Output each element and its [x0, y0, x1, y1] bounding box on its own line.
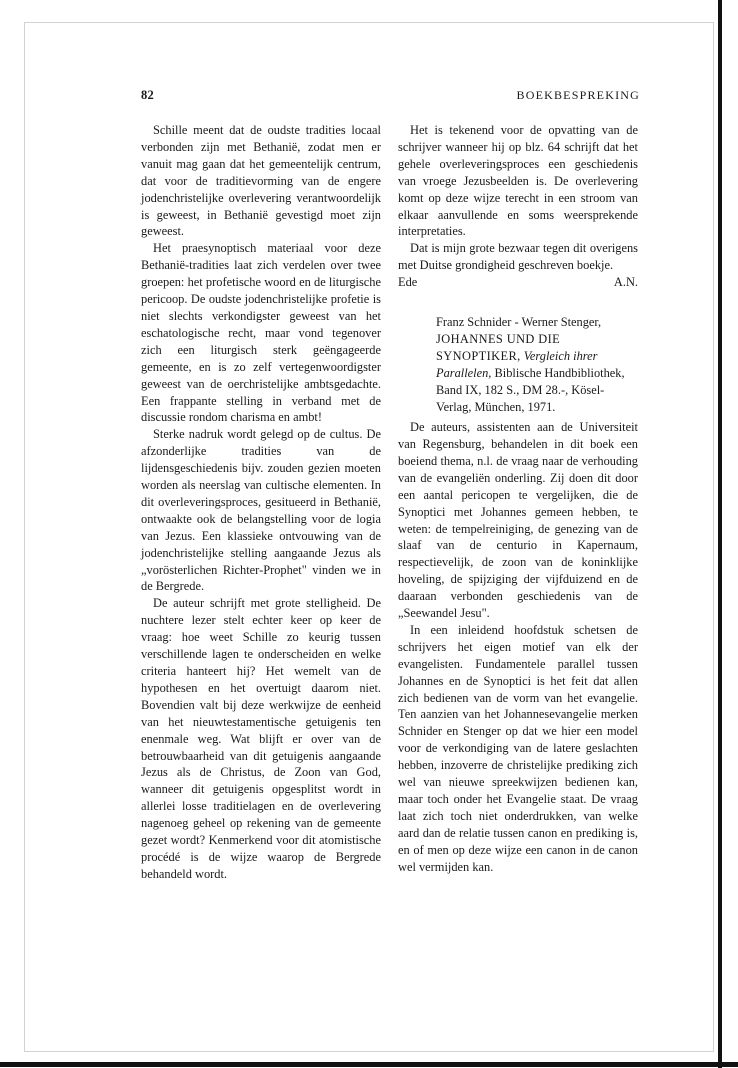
signature-place: Ede — [398, 275, 418, 290]
right-paragraph-4: In een inleidend hoofdstuk schetsen de schrijvers het eigen motief van elk der evangelisten. Fundamentele parallel tussen Johannes en de Synoptici is het feit dat allen zich bedienen van de vorm van het evangelie. Ten aanzien van het Johannesevangelie merken Schnider en Stenger op dat we hier een model voor de verkondiging van de latere geslachten hebben, inzoverre de christelijke prediking zich wel van nieuwe spreekwijzen bedienen kan, maar toch onder het Evangelie staat. De vraag laat zich toch niet onderdrukken, van welke aard dan de relatie tussen canon en prediking is, en of men op deze wijze een canon in de canon wel vermijden kan. — [398, 622, 638, 874]
book-title: JOHANNES UND DIE SYNOPTIKER, — [436, 332, 561, 364]
scan-edge-right — [718, 0, 722, 1068]
running-title: BOEKBESPREKING — [516, 88, 640, 102]
right-paragraph-3: De auteurs, assistenten aan de Universiteit van Regensburg, behandelen in dit boek een boeiend thema, n.l. de vraag naar de verhouding van de evangeliën onderling. Zij doen dit door een aantal pericopen te vergelijken, die de Synoptici met Johannes gemeen hebben, te weten: de tempelreiniging, de genezing van de slaaf van de centurio in Kapernaum, respectievelijk, de zoon van de koninklijke hoveling, de spijziging der vijfduizend en de daaraan verbonden geschiedenis van de „Seewandel Jesu". — [398, 420, 638, 621]
book-subtitle: Vergleich ihrer Parallelen, — [436, 349, 598, 381]
left-column — [141, 122, 381, 883]
book-authors: Franz Schnider - Werner Stenger, — [436, 315, 602, 330]
left-paragraph-2: Het praesynoptisch materiaal voor deze Bethanië-tradities laat zich verdelen over twee groepen: het profetische woord en de liturgische pericoop. De oudste jodenchristelijke profetie is niet slechts verkondigster geweest van het eschatologische recht, maar vond tegenover zich een liturgisch sterk geëngageerde gemeente, en is zo zelf vertegenwoordigster geweest van de oerchristelijke ambtsgedachte. Een frappante stelling in verband met de discussie rondom charisma en ambt! — [141, 241, 381, 425]
right-paragraph-1: Het is tekenend voor de opvatting van de schrijver wanneer hij op blz. 64 schrijft dat het gehele overleveringsproces een geschiedenis van vroege Jezusbeelden is. De overlevering komt op deze wijze terecht in een stroom van elkaar aanvullende en soms weersprekende interpretaties. — [398, 123, 638, 239]
scan-edge-bottom — [0, 1062, 738, 1067]
left-paragraph-3: Sterke nadruk wordt gelegd op de cultus. De afzonderlijke tradities van de lijdensgeschiedenis bijv. zouden gezien moeten worden als neerslag van cultische elementen. In dit overleveringsproces, gesitueerd in Bethanië, ontwaakte ook de belangstelling voor de logia van Jezus. Een klassieke ontvouwing van de jodenchristelijke stelling aangaande Jezus als „vorösterlichen Richter-Prophet" vinden we in de Bergrede. — [141, 427, 381, 594]
right-column — [398, 122, 638, 876]
book-reference — [436, 314, 638, 416]
signature-initials: A.N. — [613, 275, 638, 290]
book-details: Biblische Handbibliothek, Band IX, 182 S., DM 28.-, Kösel-Verlag, München, 1971. — [436, 366, 625, 415]
left-paragraph-1: Schille meent dat de oudste tradities locaal verbonden zijn met Bethanië, zodat men er vanuit mag gaan dat het gemeentelijk centrum, dat voor de traditievorming van de engere jodenchristelijke overlevering verantwoordelijk is geweest, in Bethanië gevestigd moet zijn geweest. — [141, 123, 381, 239]
right-paragraph-2: Dat is mijn grote bezwaar tegen dit overigens met Duitse grondigheid geschreven boekje. — [398, 241, 638, 273]
page-number: 82 — [141, 88, 155, 102]
review-signature — [398, 274, 638, 291]
left-paragraph-4: De auteur schrijft met grote stelligheid. De nuchtere lezer stelt echter keer op keer de vraag: hoe weet Schille zo keurig tussen verschillende lagen te onderscheiden en welke criteria hanteert hij? Het wemelt van de hypothesen en het overtuigt daarom niet. Bovendien valt bij deze werkwijze de eenheid van het nieuwtestamentische getuigenis ten enenmale weg. Wat blijft er over van de betrouwbaarheid van dit getuigenis aangaande Jezus als de Christus, de Zoon van God, wanneer dit getuigenis opgesplitst wordt in allerlei losse traditielagen en de overlevering nagenoeg geheel op rekening van de gemeente gezet wordt? Kenmerkend voor dit atomistische procédé is de wijze waarop de Bergrede behandeld wordt. — [141, 596, 381, 881]
